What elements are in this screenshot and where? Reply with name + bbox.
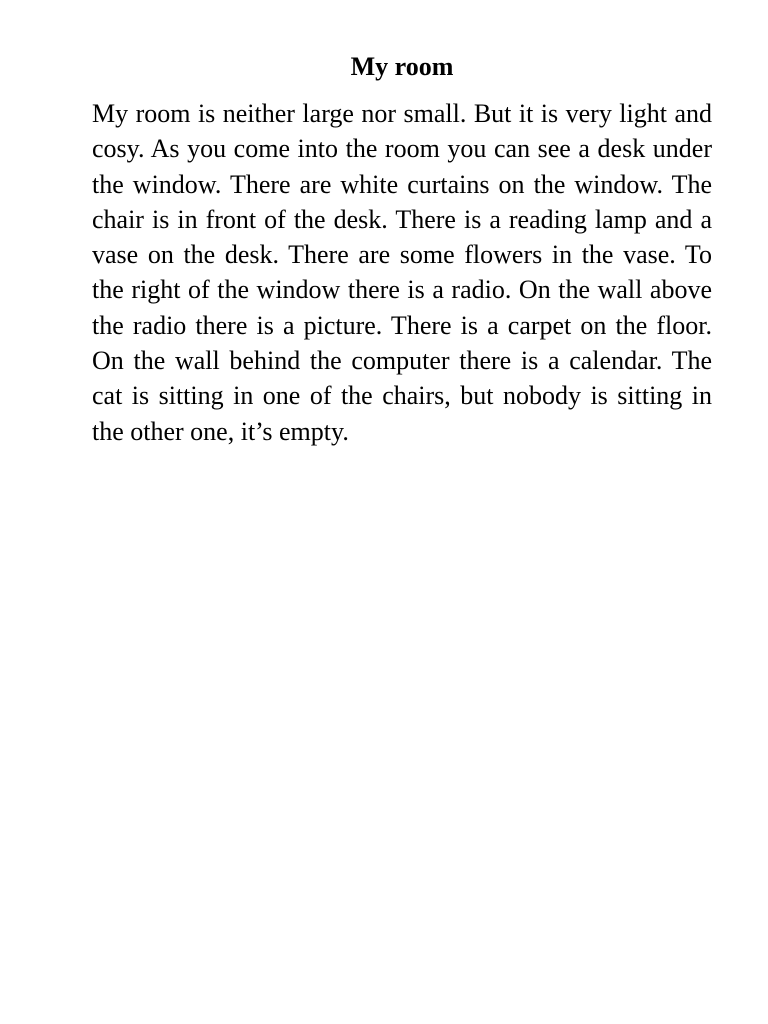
document-page [92, 0, 712, 449]
document-body-paragraph: My room is neither large nor small. But it is very light and cosy. As you come into the room you can see a desk under the window. There are white curtains on the window. The chair is in front of the desk. There is a reading lamp and a vase on the desk. There are some flowers in the vase. To the right of the window there is a radio. On the wall above the radio there is a picture. There is a carpet on the floor. On the wall behind the computer there is a calendar. The cat is sitting in one of the chairs, but nobody is sitting in the other one, it’s empty. [92, 99, 712, 446]
document-title: My room [350, 52, 454, 81]
